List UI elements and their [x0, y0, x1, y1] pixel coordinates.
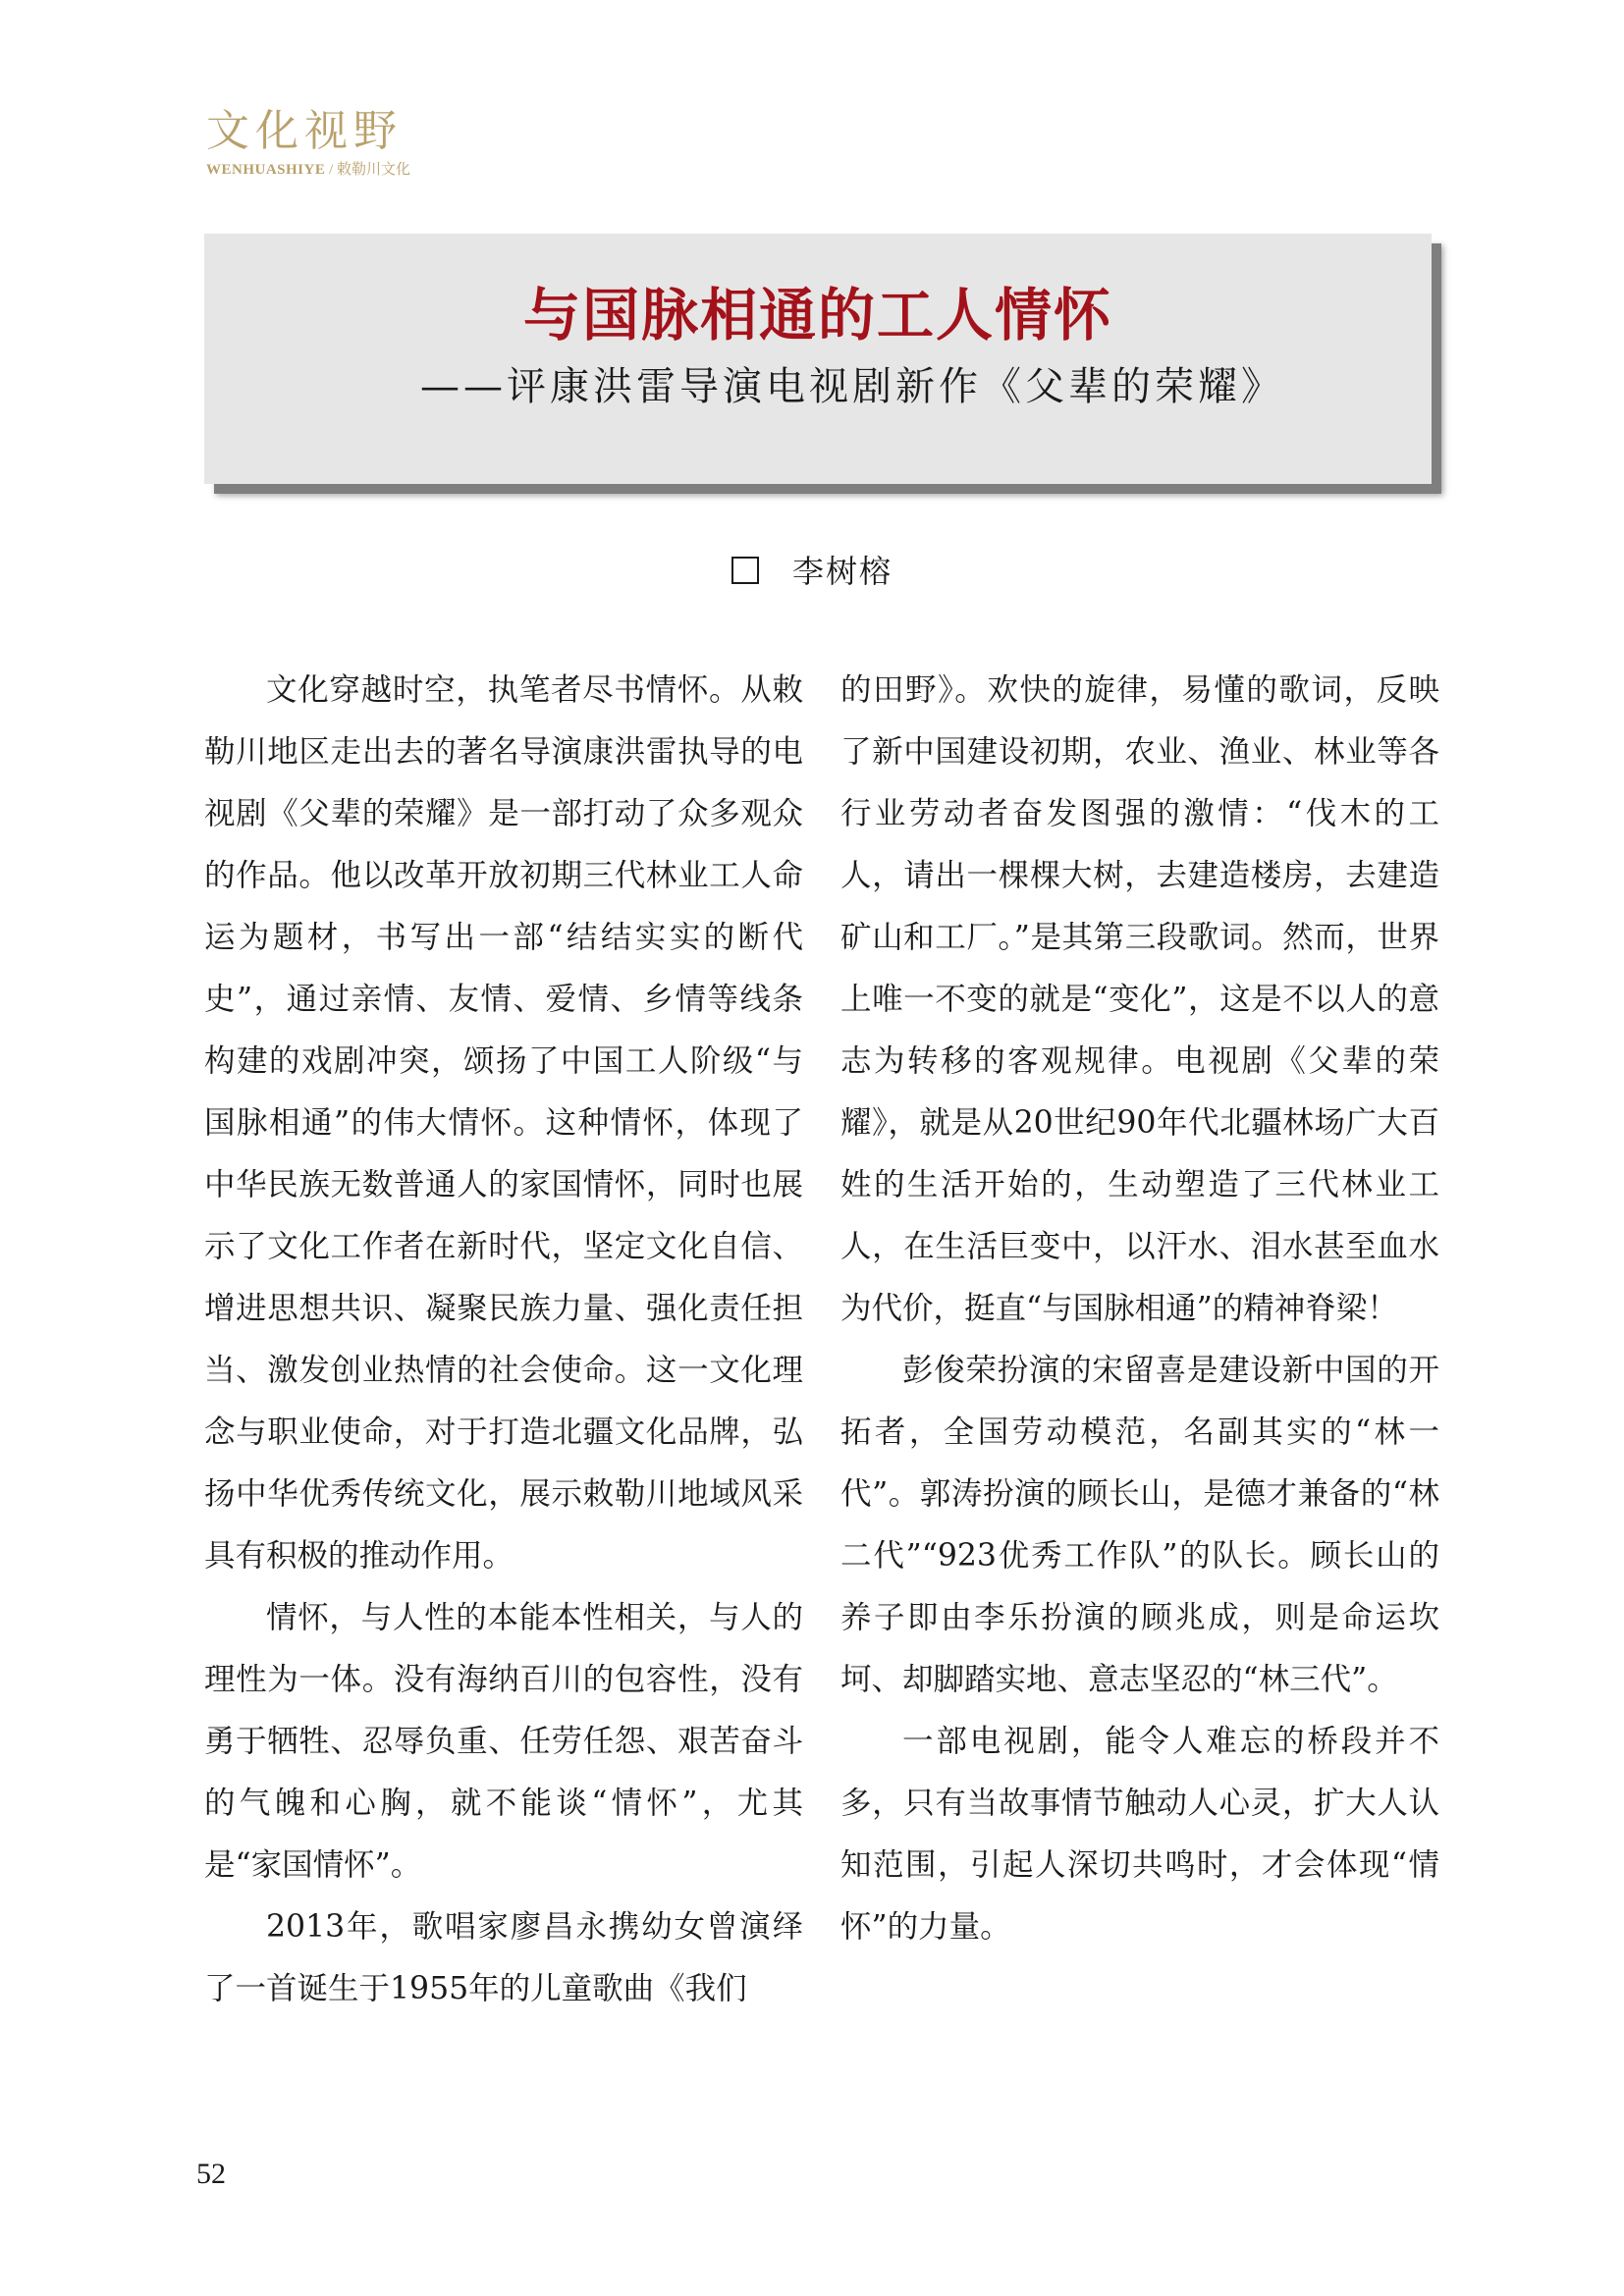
body-paragraph: 的田野》。欢快的旋律，易懂的歌词，反映了新中国建设初期，农业、渔业、林业等各行业劳动者奋发图强的激情：“伐木的工人，请出一棵棵大树，去建造楼房，去建造矿山和工厂。”是其第三段歌词。然而，世界上唯一不变的就是“变化”，这是不以人的意志为转移的客观规律。电视剧《父辈的荣耀》，就是从20世纪90年代北疆林场广大百姓的生活开始的，生动塑造了三代林业工人，在生活巨变中，以汗水、泪水甚至血水为代价，挺直“与国脉相通”的精神脊梁！: [840, 672, 1439, 1326]
section-header: [206, 106, 411, 178]
author-square-icon: [731, 557, 759, 584]
body-paragraph: 文化穿越时空，执笔者尽书情怀。从敕勒川地区走出去的著名导演康洪雷执导的电视剧《父辈的荣耀》是一部打动了众多观众的作品。他以改革开放初期三代林业工人命运为题材，书写出一部“结结实实的断代史”，通过亲情、友情、爱情、乡情等线条构建的戏剧冲突，颂扬了中国工人阶级“与国脉相通”的伟大情怀。这种情怀，体现了中华民族无数普通人的家国情怀，同时也展示了文化工作者在新时代，坚定文化自信、增进思想共识、凝聚民族力量、强化责任担当、激发创业热情的社会使命。这一文化理念与职业使命，对于打造北疆文化品牌，弘扬中华优秀传统文化，展示敕勒川地域风采具有积极的推动作用。: [204, 672, 803, 1574]
section-subtitle: [206, 163, 410, 178]
page-number: 52: [196, 2158, 226, 2190]
body-paragraph: 2013年，歌唱家廖昌永携幼女曾演绎了一首诞生于1955年的儿童歌曲《我们: [204, 1909, 803, 2006]
article-title-box: [204, 234, 1432, 484]
body-column-left: [204, 660, 803, 2020]
body-column-right: [840, 660, 1439, 1958]
article-subtitle: ——评康洪雷导演电视剧新作《父辈的荣耀》: [420, 363, 1284, 409]
author-line: [0, 553, 1624, 590]
article-title: 与国脉相通的工人情怀: [522, 282, 1112, 348]
section-title: 文化视野: [206, 106, 403, 156]
body-paragraph: 彭俊荣扮演的宋留喜是建设新中国的开拓者，全国劳动模范，名副其实的“林一代”。郭涛扮演的顾长山，是德才兼备的“林二代”“923优秀工作队”的队长。顾长山的养子即由李乐扮演的顾兆成，则是命运坎坷、却脚踏实地、意志坚忍的“林三代”。: [840, 1353, 1439, 1697]
section-subtitle-en: WENHUASHIYE: [206, 162, 326, 178]
author-name: 李树榕: [791, 553, 893, 590]
section-subtitle-cn: 敕勒川文化: [337, 162, 411, 178]
body-paragraph: 情怀，与人性的本能本性相关，与人的理性为一体。没有海纳百川的包容性，没有勇于牺牲、忍辱负重、任劳任怨、艰苦奋斗的气魄和心胸，就不能谈“情怀”，尤其是“家国情怀”。: [204, 1600, 803, 1883]
section-subtitle-separator: /: [325, 162, 338, 178]
body-paragraph: 一部电视剧，能令人难忘的桥段并不多，只有当故事情节触动人心灵，扩大人认知范围，引起人深切共鸣时，才会体现“情怀”的力量。: [840, 1724, 1439, 1945]
